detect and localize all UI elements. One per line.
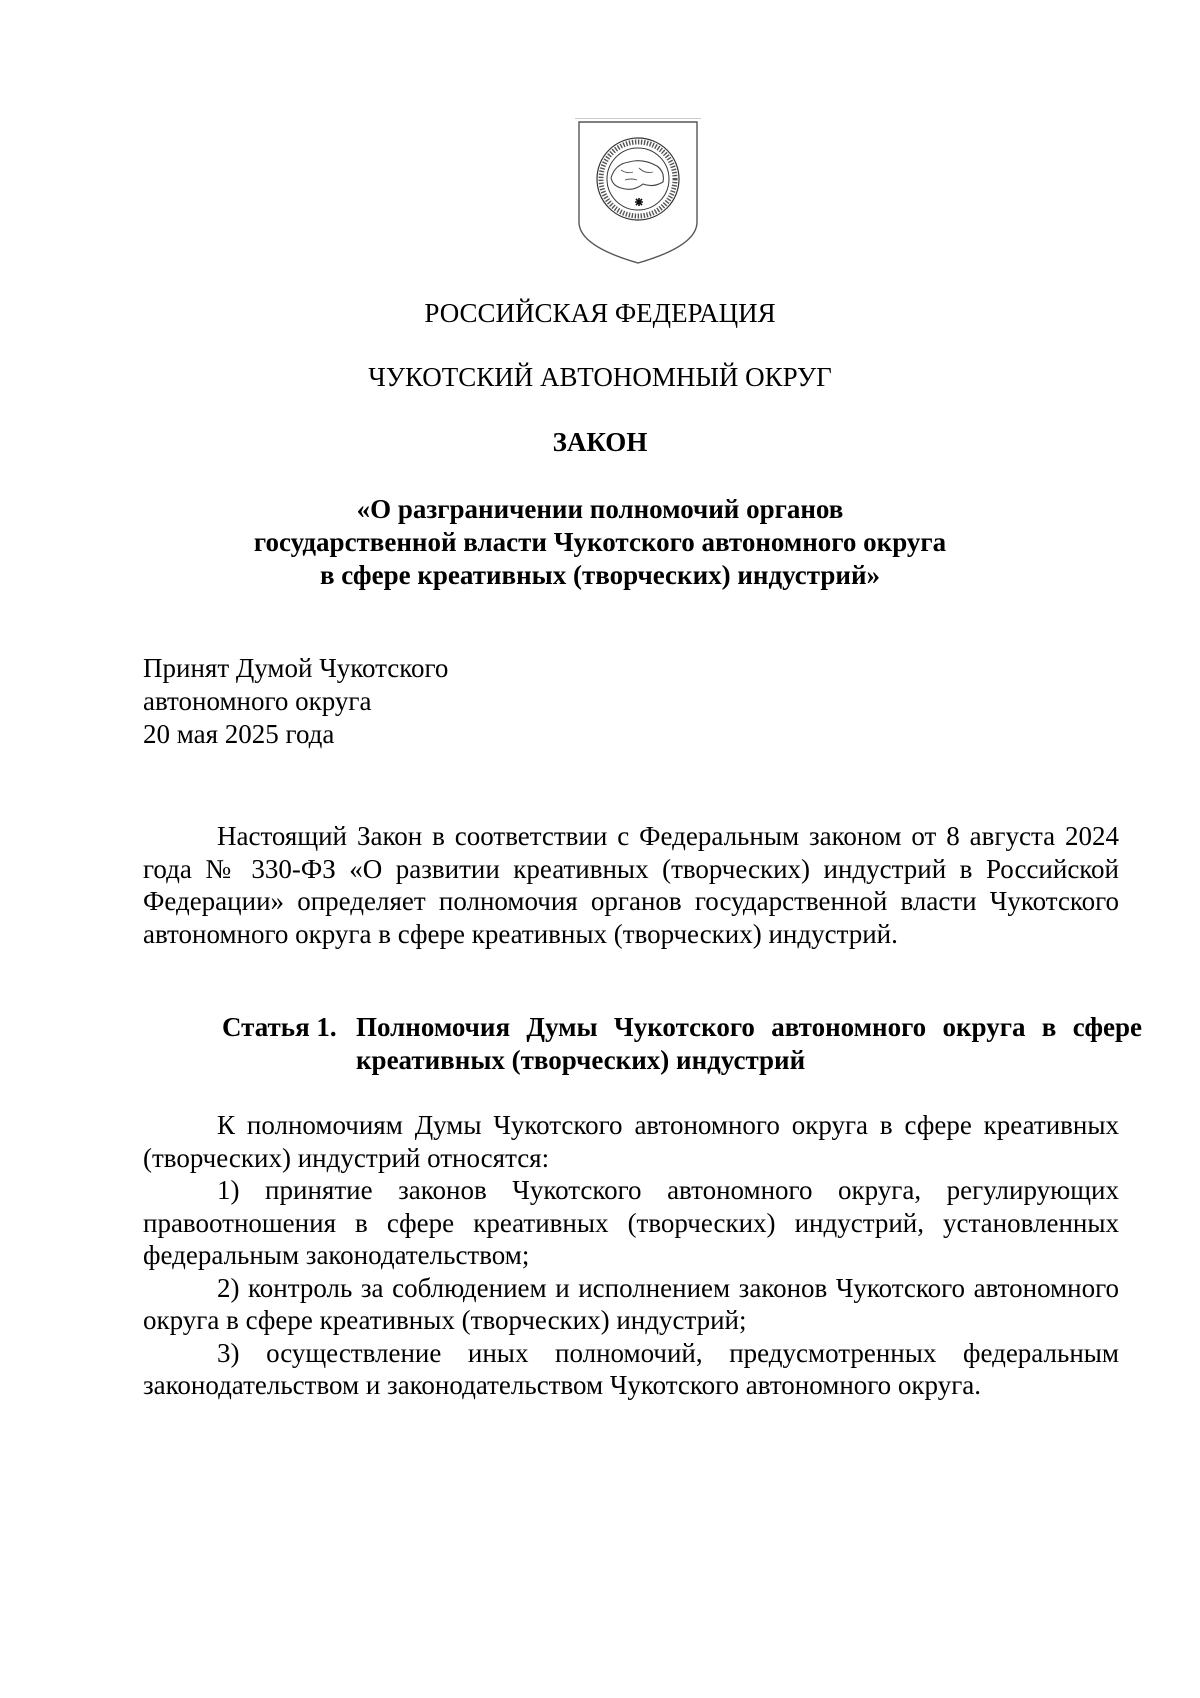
document-type-heading: ЗАКОН xyxy=(552,427,648,457)
law-title-line: государственной власти Чукотского автономного округа xyxy=(253,527,947,557)
preamble xyxy=(143,820,1119,950)
article-title: Полномочия Думы Чукотского автономного округа в сфере креативных (творческих) индустрий xyxy=(356,1012,1142,1075)
article-list-item: 3) осуществление иных полномочий, предусмотренных федеральным законодательством и законодательством Чукотского автономного округа. xyxy=(143,1337,1119,1400)
article-number: Статья 1. xyxy=(222,1012,337,1042)
article-list-item: 2) контроль за соблюдением и исполнением законов Чукотского автономного округа в сфере креативных (творческих) индустрий; xyxy=(143,1272,1119,1335)
adoption-date: 20 мая 2025 года xyxy=(143,719,335,749)
region-heading: ЧУКОТСКИЙ АВТОНОМНЫЙ ОКРУГ xyxy=(368,362,832,392)
law-title-line: в сфере креативных (творческих) индустрий» xyxy=(319,560,881,590)
preamble-paragraph: Настоящий Закон в соответствии с Федеральным законом от 8 августа 2024 года № 330-ФЗ «О развитии креативных (творческих) индустрий в Российской Федерации» определяет полномочия органов государственной власти Чукотского автономного округа в сфере креативных (творческих) индустрий. xyxy=(143,821,1119,949)
adoption-line: Принят Думой Чукотского xyxy=(143,653,449,683)
article-1-body xyxy=(143,1109,1119,1402)
article-list-item: 1) принятие законов Чукотского автономного округа, регулирующих правоотношения в сфере креативных (творческих) индустрий, установленных федеральным законодательством; xyxy=(143,1175,1119,1270)
law-title-line: «О разграничении полномочий органов xyxy=(356,494,844,524)
federation-heading: РОССИЙСКАЯ ФЕДЕРАЦИЯ xyxy=(424,298,776,328)
article-lead-paragraph: К полномочиям Думы Чукотского автономного округа в сфере креативных (творческих) индустрий относятся: xyxy=(143,1110,1119,1173)
adoption-note xyxy=(143,652,448,751)
law-title xyxy=(0,493,1200,592)
article-1-heading xyxy=(222,1011,1142,1077)
adoption-line: автономного округа xyxy=(143,686,372,716)
chukotka-coat-of-arms-icon xyxy=(573,118,703,266)
